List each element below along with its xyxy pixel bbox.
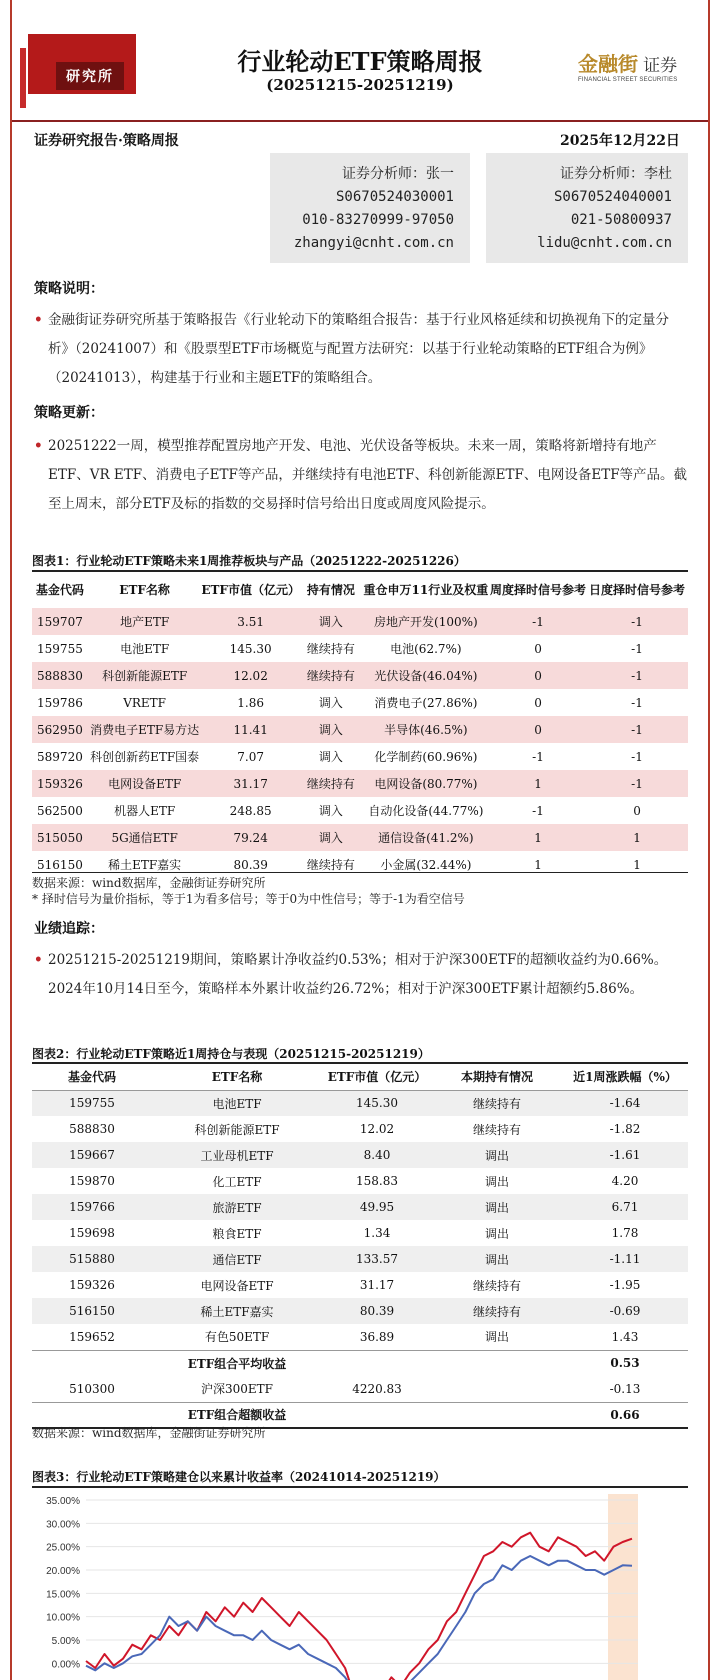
table-row — [32, 1272, 688, 1298]
table-cell: 科创新能源ETF — [88, 662, 201, 689]
table-cell: 机器人ETF — [114, 804, 176, 818]
table-cell: 515880 — [32, 1246, 152, 1272]
column-header: 基金代码 — [67, 1070, 116, 1085]
logo-zq: 证券 — [643, 56, 678, 76]
table-row — [32, 851, 688, 878]
table-row — [32, 743, 688, 770]
table-row — [32, 1090, 688, 1116]
table-row — [32, 770, 688, 797]
dept-block — [28, 34, 136, 94]
table-cell: 调出 — [484, 1330, 509, 1345]
analyst-phone: 021-50800937 — [570, 212, 672, 228]
table-cell: -1 — [631, 695, 643, 710]
analyst-email[interactable]: lidu@cnht.com.cn — [537, 235, 672, 251]
table-header-row — [32, 572, 688, 608]
perf-text: 20251215-20251219期间，策略累计净收益约0.53%；相对于沪深300ETF的超额收益约为0.66%。2024年10月14日至今，策略样本外累计收益约26.72%；相对于沪深300ETF累计超额约5.86%。 — [48, 952, 668, 997]
table-cell: 调入 — [300, 608, 362, 635]
table-row — [32, 1168, 688, 1194]
table-row — [32, 716, 688, 743]
logo-cn: 金融街 — [578, 52, 638, 76]
section-title-perf: 业绩追踪： — [34, 921, 104, 937]
table-cell: 调出 — [432, 1142, 562, 1168]
bullet-icon: • — [34, 312, 43, 328]
table-cell: -1 — [631, 749, 643, 764]
table-cell: 516150 — [37, 857, 83, 872]
table-cell: 房地产开发(100%) — [362, 608, 490, 635]
table-cell: 159766 — [32, 1194, 152, 1220]
table-cell: -1 — [631, 641, 643, 656]
table-cell: 继续持有 — [306, 642, 355, 656]
section-title-update: 策略更新： — [34, 405, 104, 421]
y-tick-label: 0.00% — [51, 1659, 80, 1671]
column-header: 周度择时信号参考 — [490, 583, 587, 597]
table-cell: 1.78 — [611, 1226, 639, 1240]
table-cell: -1 — [586, 716, 688, 743]
table-cell: 1.43 — [611, 1329, 639, 1344]
column-header: ETF名称 — [119, 583, 170, 597]
table-cell: 化工ETF — [212, 1174, 262, 1189]
table-cell: 稀土ETF嘉实 — [152, 1298, 322, 1324]
table-cell: 地产ETF — [88, 608, 201, 635]
table-cell: 调入 — [300, 716, 362, 743]
table-cell: 31.17 — [201, 770, 300, 797]
y-tick-label: 10.00% — [46, 1612, 80, 1624]
table-cell: -1 — [532, 803, 544, 818]
table-cell: 小金属(32.44%) — [380, 858, 472, 872]
column-header: ETF市值（亿元） — [201, 583, 300, 597]
table-cell: -0.13 — [609, 1381, 641, 1396]
table-cell: 继续持有 — [472, 1122, 521, 1137]
analyst-code: S0670524030001 — [335, 189, 454, 205]
table-cell: 电网设备(80.77%) — [362, 770, 490, 797]
table-cell: 继续持有 — [300, 770, 362, 797]
series-line-0 — [86, 1533, 632, 1680]
column-header: 日度择时信号参考 — [589, 583, 686, 597]
table-cell: 0 — [534, 695, 542, 710]
avg-return-row — [32, 1350, 688, 1376]
header-divider — [12, 120, 708, 122]
table-cell — [32, 1350, 152, 1376]
table-cell: 79.24 — [201, 824, 300, 851]
table-row — [32, 608, 688, 635]
table-cell — [432, 1376, 562, 1402]
table-cell: 电池ETF — [152, 1090, 322, 1116]
table-cell: -1 — [532, 749, 544, 764]
excess-return-row — [32, 1402, 688, 1428]
chart-caption: 图表3：行业轮动ETF策略建仓以来累计收益率（20241014-20251219） — [32, 1470, 446, 1484]
table-row — [32, 1298, 688, 1324]
column-header: 近1周涨跌幅（%） — [573, 1070, 677, 1085]
table-cell: 588830 — [69, 1122, 115, 1136]
table-row — [32, 1246, 688, 1272]
table-cell: 7.07 — [237, 749, 264, 764]
table1-caption: 图表1：行业轮动ETF策略未来1周推荐板块与产品（20251222-20251226） — [32, 554, 466, 568]
table-header-row — [32, 1064, 688, 1090]
table-cell: 1 — [490, 770, 586, 797]
table-cell: 159870 — [69, 1174, 115, 1188]
update-paragraph — [34, 432, 688, 519]
dept-label: 研究所 — [56, 62, 124, 90]
table-cell: 248.85 — [229, 803, 272, 818]
table-row — [32, 635, 688, 662]
table-cell: 80.39 — [233, 857, 268, 872]
table-cell: -1.82 — [609, 1122, 641, 1136]
table-cell: -1 — [586, 770, 688, 797]
table-cell: 159707 — [32, 608, 88, 635]
table-cell: 通信设备(41.2%) — [362, 824, 490, 851]
table-cell: 0 — [534, 641, 542, 656]
analyst-title: 证券分析师：李杜 — [560, 166, 672, 182]
table-cell: 沪深300ETF — [201, 1382, 273, 1397]
table-cell: 继续持有 — [432, 1298, 562, 1324]
table-row — [32, 1220, 688, 1246]
table-cell: 145.30 — [322, 1090, 432, 1116]
table-cell: 旅游ETF — [152, 1194, 322, 1220]
table-cell: 12.02 — [359, 1122, 395, 1136]
table-cell: 调入 — [318, 696, 343, 710]
table-cell: 光伏设备(46.04%) — [362, 662, 490, 689]
table-cell: -1.61 — [562, 1142, 688, 1168]
table-cell: 562950 — [32, 716, 88, 743]
page-subtitle: (20251215-20251219) — [266, 76, 454, 94]
table-row — [32, 662, 688, 689]
table-cell: 515050 — [32, 824, 88, 851]
table-cell — [32, 1402, 152, 1428]
table-cell: 化学制药(60.96%) — [374, 750, 478, 764]
bullet-icon: • — [34, 952, 43, 968]
column-header: 重仓申万11行业及权重 — [363, 583, 489, 597]
table1-note: * 择时信号为量价指标，等于1为看多信号；等于0为中性信号；等于-1为看空信号 — [32, 892, 465, 906]
table-cell: 5G通信ETF — [88, 824, 201, 851]
table-cell: 12.02 — [201, 662, 300, 689]
report-type: 证券研究报告·策略周报 — [34, 133, 179, 149]
avg-label: ETF组合平均收益 — [152, 1350, 322, 1376]
table-cell: 1.34 — [363, 1226, 391, 1240]
highlight-band — [608, 1494, 638, 1680]
table-cell: 1 — [633, 857, 641, 872]
excess-label: ETF组合超额收益 — [152, 1402, 322, 1428]
table-cell: 159326 — [32, 770, 88, 797]
table-cell: 电池ETF — [120, 642, 170, 656]
table-cell: 调出 — [484, 1226, 509, 1241]
table-cell: 0 — [633, 803, 641, 818]
column-header: 本期持有情况 — [460, 1070, 533, 1085]
table-cell: 科创新能源ETF — [194, 1122, 280, 1137]
table-cell: 消费电子(27.86%) — [374, 696, 478, 710]
recommend-table — [32, 572, 688, 878]
table-cell: 继续持有 — [472, 1278, 521, 1293]
y-tick-label: 20.00% — [46, 1566, 80, 1577]
table-cell: -1.64 — [562, 1090, 688, 1116]
y-tick-label: 5.00% — [51, 1636, 80, 1647]
table-cell: 510300 — [69, 1381, 115, 1396]
table-cell: 4220.83 — [352, 1381, 402, 1396]
desc-text: 金融街证券研究所基于策略报告《行业轮动下的策略组合报告：基于行业风格延续和切换视角下的定量分析》（20241007）和《股票型ETF市场概览与配置方法研究：以基于行业轮动策略的ETF组合为例》（20241013），构建基于行业和主题ETF的策略组合。 — [48, 312, 669, 386]
table-cell: 562500 — [37, 803, 83, 818]
table-cell: 0 — [490, 716, 586, 743]
table-cell: 自动化设备(44.77%) — [368, 804, 484, 818]
table-cell: 调出 — [432, 1194, 562, 1220]
table-cell: 稀土ETF嘉实 — [108, 858, 182, 872]
table-cell: 1 — [490, 824, 586, 851]
table1-bottom-rule — [32, 872, 688, 873]
series-line-1 — [86, 1556, 632, 1680]
y-tick-label: 30.00% — [46, 1519, 80, 1531]
y-tick-label: 15.00% — [46, 1589, 80, 1601]
table2-source: 数据来源：wind数据库，金融街证券研究所 — [32, 1426, 266, 1440]
table-cell: 1 — [586, 824, 688, 851]
table-cell: 49.95 — [322, 1194, 432, 1220]
table-cell: -1 — [586, 662, 688, 689]
table-cell: 调入 — [318, 750, 343, 764]
logo-en: FINANCIAL STREET SECURITIES — [578, 77, 678, 83]
report-date: 2025年12月22日 — [560, 133, 680, 149]
table-cell: -1 — [586, 608, 688, 635]
holdings-table — [32, 1064, 688, 1429]
table-cell: 1.86 — [237, 695, 264, 710]
analyst-title: 证券分析师：张一 — [342, 166, 454, 182]
bullet-icon: • — [34, 438, 43, 454]
table-row — [32, 797, 688, 824]
table-cell: 电网设备ETF — [200, 1278, 274, 1293]
table-cell: 159698 — [69, 1226, 115, 1240]
table-row — [32, 1116, 688, 1142]
avg-value: 0.53 — [562, 1350, 688, 1376]
table2-caption: 图表2：行业轮动ETF策略近1周持仓与表现（20251215-20251219） — [32, 1047, 430, 1061]
table-cell: 调入 — [300, 824, 362, 851]
analyst-email[interactable]: zhangyi@cnht.com.cn — [293, 235, 454, 251]
table-cell: 电池(62.7%) — [390, 642, 462, 656]
excess-value: 0.66 — [562, 1402, 688, 1428]
table-cell: -1 — [490, 608, 586, 635]
table-cell: 145.30 — [229, 641, 272, 656]
table-cell: 159755 — [32, 1090, 152, 1116]
table1-source: 数据来源：wind数据库，金融街证券研究所 — [32, 876, 266, 890]
table-cell: 调入 — [318, 804, 343, 818]
table-cell: 588830 — [32, 662, 88, 689]
table-cell: 159667 — [32, 1142, 152, 1168]
table-cell: 工业母机ETF — [152, 1142, 322, 1168]
table-cell: 589720 — [37, 749, 83, 764]
table-cell — [432, 1402, 562, 1428]
table-cell: -0.69 — [562, 1298, 688, 1324]
section-title-desc: 策略说明： — [34, 281, 104, 297]
table-cell: 电网设备ETF — [88, 770, 201, 797]
analyst-card-2 — [486, 153, 688, 263]
y-tick-label: 35.00% — [46, 1496, 80, 1507]
analyst-card-1 — [270, 153, 470, 263]
table-cell: 1 — [534, 857, 542, 872]
table-cell: 133.57 — [322, 1246, 432, 1272]
table-cell: 159652 — [69, 1329, 115, 1344]
table-cell: 36.89 — [359, 1329, 395, 1344]
table-cell: 有色50ETF — [204, 1330, 270, 1345]
table-cell — [432, 1350, 562, 1376]
table-row — [32, 824, 688, 851]
table-cell: 0 — [490, 662, 586, 689]
desc-paragraph — [34, 306, 688, 393]
table-cell: -1.95 — [609, 1278, 641, 1292]
y-tick-label: 25.00% — [46, 1542, 80, 1554]
table-cell: 继续持有 — [300, 662, 362, 689]
column-header: ETF名称 — [211, 1070, 263, 1085]
table-row — [32, 1324, 688, 1350]
table-row — [32, 1194, 688, 1220]
table-cell: 80.39 — [322, 1298, 432, 1324]
table-cell: 31.17 — [359, 1278, 395, 1292]
table-row — [32, 1142, 688, 1168]
table-cell: 继续持有 — [306, 858, 355, 872]
table-cell: 159755 — [37, 641, 83, 656]
analyst-code: S0670524040001 — [553, 189, 672, 205]
chart-top-rule — [32, 1486, 688, 1488]
page-title: 行业轮动ETF策略周报 — [237, 47, 483, 76]
table-cell: 粮食ETF — [212, 1226, 262, 1241]
table-cell: 半导体(46.5%) — [362, 716, 490, 743]
table-cell: 6.71 — [562, 1194, 688, 1220]
table-cell: 3.51 — [201, 608, 300, 635]
table-cell: 调出 — [432, 1246, 562, 1272]
table-cell — [322, 1402, 432, 1428]
table-cell: 158.83 — [356, 1174, 398, 1188]
table-cell: 继续持有 — [432, 1090, 562, 1116]
table-cell: -1.11 — [562, 1246, 688, 1272]
update-text: 20251222一周，模型推荐配置房地产开发、电池、光伏设备等板块。未来一周，策略将新增持有地产ETF、VR ETF、消费电子ETF等产品，并继续持有电池ETF、科创新能源ETF、电网设备ETF等产品。截至上周末，部分ETF及标的指数的交易择时信号给出日度或周度风险提示。 — [48, 438, 688, 512]
table-cell: 159326 — [69, 1278, 115, 1292]
column-header: 基金代码 — [35, 583, 84, 597]
table-cell: 8.40 — [322, 1142, 432, 1168]
table-cell: VRETF — [123, 695, 166, 710]
table-row — [32, 689, 688, 716]
table-cell: 159786 — [37, 695, 83, 710]
analyst-phone: 010-83270999-97050 — [302, 212, 454, 228]
table-cell: 通信ETF — [152, 1246, 322, 1272]
table-cell — [322, 1350, 432, 1376]
table-cell: 516150 — [32, 1298, 152, 1324]
table-cell: 4.20 — [611, 1174, 639, 1188]
table-cell: 科创创新药ETF国泰 — [90, 750, 200, 764]
benchmark-row — [32, 1376, 688, 1402]
table-cell: 11.41 — [201, 716, 300, 743]
perf-paragraph — [34, 946, 688, 1004]
company-logo — [578, 48, 677, 83]
column-header: ETF市值（亿元） — [327, 1070, 427, 1085]
table-cell: 消费电子ETF易方达 — [88, 716, 201, 743]
table-cell: 调出 — [484, 1174, 509, 1189]
column-header: 持有情况 — [306, 583, 355, 597]
cumulative-return-chart — [32, 1490, 688, 1680]
